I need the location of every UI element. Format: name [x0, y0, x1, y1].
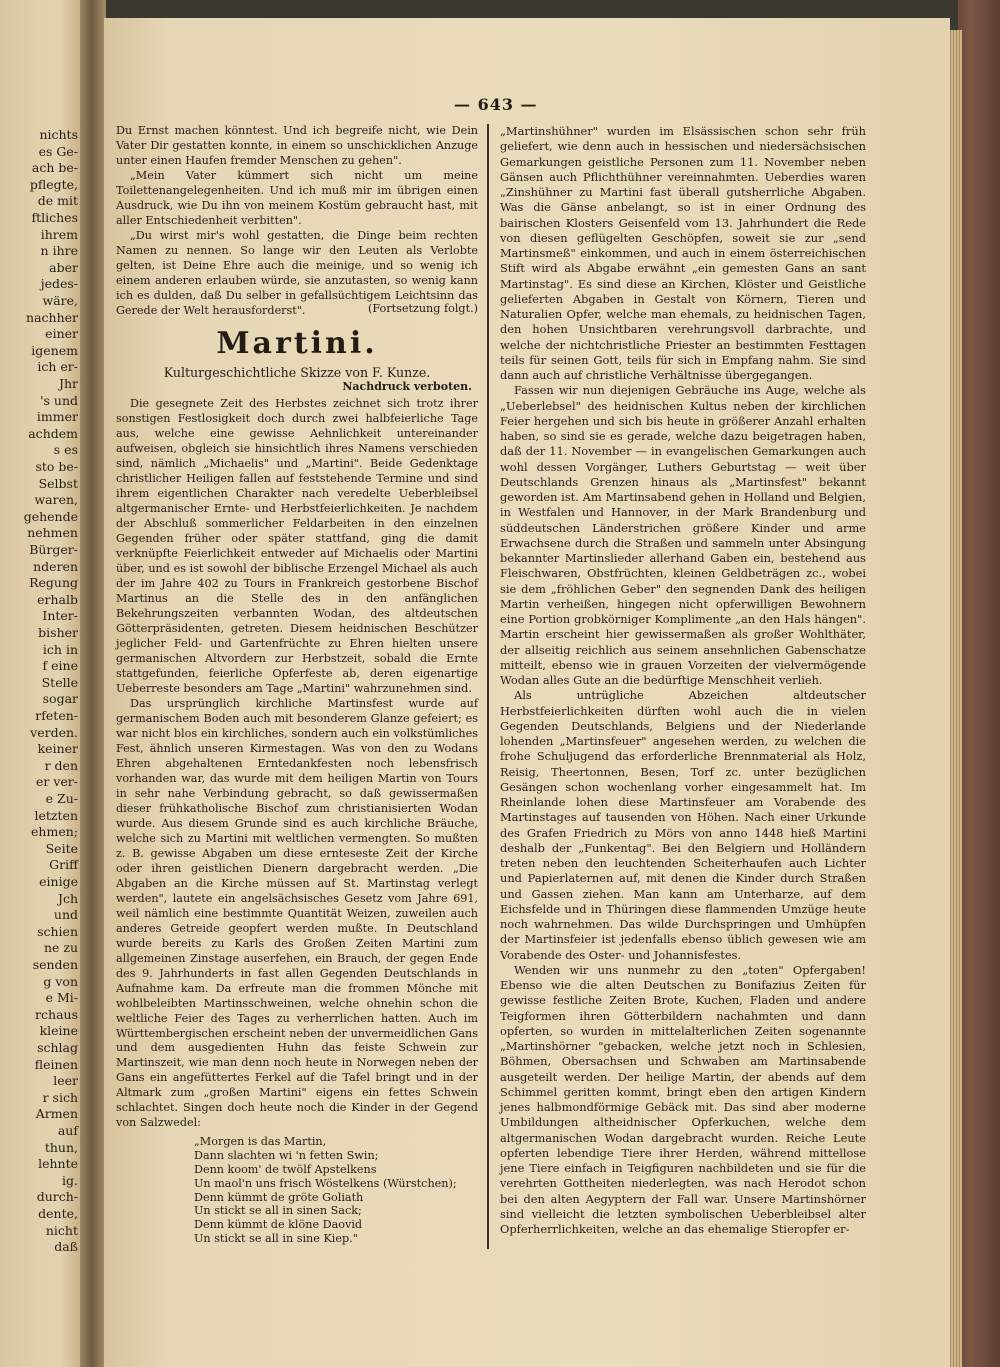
- left-page-text-fragment: Stelle: [41, 674, 78, 690]
- continuation-note: (Fortsetzung folgt.): [367, 302, 478, 316]
- left-page-text-fragment: leer: [53, 1073, 78, 1089]
- left-page-text-fragment: kleine: [39, 1023, 78, 1039]
- left-page-text-fragment: nachher: [26, 309, 78, 325]
- article-subtitle: Kulturgeschichtliche Skizze von F. Kunze.: [163, 365, 431, 381]
- left-page-text-fragment: waren,: [34, 492, 78, 508]
- poem-line: Dann slachten wi 'n fetten Swin;: [194, 1149, 379, 1163]
- left-page-text-fragment: Selbst: [38, 475, 78, 491]
- serial-story-ending: [116, 124, 478, 319]
- reprint-notice: Nachdruck verboten.: [342, 380, 472, 394]
- left-page-text-fragment: n ihre: [40, 243, 78, 259]
- article-body-left: [116, 397, 478, 1131]
- paragraph: „Mein Vater kümmert sich nicht um meine Toilettenangelegenheiten. Und ich muß mir im übrigen einen Ausdruck, wie Du ihn von meinem Kostüm gebraucht hast, mit aller Entschiedenheit verbitten".: [116, 168, 478, 227]
- left-page-text-fragment: er ver-: [35, 774, 78, 790]
- poem-line: Un stickt se all in sine Kiep.": [194, 1231, 358, 1245]
- left-page-text-fragment: ehmen;: [31, 824, 78, 840]
- left-page-text-fragment: es Ge-: [38, 143, 78, 159]
- left-page-text-fragment: ig.: [62, 1172, 78, 1188]
- paragraph: Fassen wir nun diejenigen Gebräuche ins Auge, welche als „Ueberlebsel" des heidnischen Kultus neben der kirchlichen Feier hergehen und sich bis heute in größerer Anzahl erhalten haben, so sind sie es gerade, welche dazu beigetragen haben, daß der 11. November — in evangelischen Gemarkungen auch wohl dessen Vorgänger, Luthers Geburtstag — weit über Deutschlands Grenzen hinaus als „Martinsfest" bekannt geworden ist. Am Martinsabend gehen in Holland und Belgien, in Westfalen und Hannover, in der Mark Brandenburg und süddeutschen Länderstrichen größere Kinder und arme Erwachsene durch die Straßen und sammeln unter Absingung bekannter Martinslieder allerhand Gaben ein, bestehend aus Fleischwaren, Obstfrüchten, kleinen Geldbeträgen zc., wobei sie dem „fröhlichen Geber" den segnenden Dank des heiligen Martin verheißen, hingegen nicht opferwilligen Bewohnern eine Portion grobkörniger Komplimente „an den Hals hängen". Martin erscheint hier gewissermaßen als großer Wohlthäter, der allseitig reichlich aus seinem ansehnlichen Gabenschatze mitteilt, ebenso wie in grauen Vorzeiten der vielvermögende Wodan alles Gute an die bedürftige Menschheit verlieh.: [500, 383, 866, 687]
- left-page-text-fragment: rfeten-: [35, 708, 78, 723]
- left-page-text-fragment: Jhr: [58, 376, 78, 391]
- left-page-text-fragment: nehmen: [27, 525, 78, 541]
- paragraph: Als untrügliche Abzeichen altdeutscher Herbstfeierlichkeiten dürften wohl auch die in vielen Gegenden Deutschlands, Belgiens und der Niederlande lohenden „Martinsfeuer" angesehen werden, zu welchen die frohe Schuljugend das erforderliche Brennmaterial als Holz, Reisig, Theertonnen, Besen, Torf zc. unter bezüglichen Gesängen schon wochenlang vorher eingesammelt hat. Im Rheinlande lohen diese Martinsfeuer am Vorabende des Martinstages auf tausenden von Höhen. Nach einer Urkunde des Grafen Friedrich zu Mörs von anno 1448 hieß Martini deshalb der „Funkentag". Bei den Belgiern und Holländern treten neben den leuchtenden Scheiterhaufen auch Lichter und Papierlaternen auf, mit denen die Kinder durch Straßen und Gassen ziehen. Man kann am Unterharze, auf dem Eichsfelde und in Thüringen diese flammenden Umzüge heute noch wahrnehmen. Das wilde Durchspringen und Umhüpfen der Martinsfeier ist jedenfalls ebenso üblich gewesen wie am Vorabende des Oster- und Johannisfestes.: [500, 688, 866, 962]
- left-page-text-fragment: e Zu-: [45, 791, 78, 806]
- left-page-text-fragment: ftliches: [31, 210, 78, 225]
- left-page-text-fragment: erhalb: [37, 591, 78, 607]
- poem-line: Denn koom' de twölf Apstelkens: [194, 1162, 377, 1176]
- left-page-text-fragment: wäre,: [42, 293, 78, 308]
- article-title: Martini.: [216, 326, 378, 362]
- left-page-text-fragment: rchaus: [35, 1006, 78, 1022]
- left-page-text-fragment: thun,: [44, 1139, 78, 1155]
- left-page-text-fragment: aber: [49, 259, 78, 275]
- left-page-text-fragment: s es: [53, 442, 78, 458]
- left-page-text-fragment: achdem: [28, 425, 78, 441]
- left-page-text-fragment: schien: [37, 923, 78, 939]
- left-page-text-fragment: Jch: [57, 890, 78, 906]
- poem-line: Un stickt se all in sinen Sack;: [194, 1204, 362, 1218]
- left-page-text-fragment: und: [53, 907, 78, 923]
- paragraph: Das ursprünglich kirchliche Martinsfest wurde auf germanischem Boden auch mit besonderem Glanze gefeiert; es war nicht blos ein kirchliches, sondern auch ein volkstümliches Fest, ähnlich unseren Kirmestagen. Was von den zu Wodans Ehren abgehaltenen Erntedankfesten noch lebensfrisch vorhanden war, das wurde mit dem heiligen Martin von Tours in sehr nahe Verbindung gebracht, so daß gewissermaßen dieser frühkatholische Bischof zum christianisierten Wodan wurde. Aus diesem Grunde sind es auch kirchliche Bräuche, welche sich zu Martini mit weltlichen vermengten. So mußten z. B. gewisse Abgaben um diese ernteseste Zeit der Kirche oder ihren geistlichen Dienern dargebracht werden. „Die Abgaben an die Kirche müssen auf St. Martinstag verlegt werden", lautete ein angelsächsisches Gesetz vom Jahre 691, weil nämlich eine bestimmte Quantität Weizen, zuweilen auch anderes Getreide geopfert werden mußte. In Deutschland wurde bereits zu Karls des Großen Zeiten Martini zum allgemeinen Zinstage auserfehen, ein Brauch, der gegen Ende des 9. Jahrhunderts in fast allen Gegenden Deutschlands in Aufnahme kam. Da erfreute man die frommen Mönche mit wohlbeleibten Martinsschweinen, welche ohnehin schon die weltliche Feier des Tages zu verherrlichen hatten. Auch im Württembergischen erscheint neben der unvermeidlichen Gans und dem ausgedienten Huhn das feiste Schwein zur Martinszeit, wie man denn noch heute in Norwegen neben der Gans ein angefüttertes Ferkel auf die Tafel bringt und in der Altmark zum „großen Martini" eigens ein fettes Schwein schlachtet. Singen doch heute noch die Kinder in der Gegend von Salzwedel:: [116, 696, 478, 1130]
- left-page-text-fragment: r den: [44, 757, 78, 773]
- left-page-text-fragment: r sich: [42, 1089, 78, 1105]
- left-page-text-fragment: Griff: [49, 857, 78, 873]
- paragraph: „Du wirst mir's wohl gestatten, die Dinge beim rechten Namen zu nennen. So lange wir den Leuten als Verlobte gelten, ist Deine Ehre auch die meinige, und so wenig ich einem anderen erlauben würde, sie anzutasten, so wenig kann ich es dulden, daß Du selber in gefallsüchtigem Leichtsinn das Gerede der Welt herausforderst".: [116, 228, 478, 317]
- left-page-text-fragment: verden.: [30, 724, 78, 740]
- column-left: [116, 124, 478, 1246]
- left-page-text-fragment: lehnte: [38, 1156, 78, 1172]
- paragraph: Wenden wir uns nunmehr zu den „toten" Opfergaben! Ebenso wie die alten Deutschen zu Bonifazius Zeiten für gewisse festliche Zeiten Brote, Kuchen, Fladen und andere Teigformen ihren Götterbildern nachahmten und dann opferten, so wurden in mittelalterlichen Zeiten sogenannte „Martinshörner "gebacken, welche jetzt noch in Schlesien, Böhmen, Obersachsen und Schwaben am Martinsabende ausgeteilt werden. Der heilige Martin, der abends auf dem Schimmel geritten kommt, bringt eben den artigen Kindern jenes halbmondförmige Gebäck mit. Das sind aber moderne Umbildungen altheidnischer Opferkuchen, welche dem altgermanischen Wodan dargebracht wurden. Reiche Leute opferten lebendige Tiere ihrer Herden, während mittellose jene Tiere einfach in Teigfiguren nachbildeten und sie für die verehrten Gottheiten niederlegten, was nach Herodot schon bei den alten Aegyptern der Fall war. Unsere Martinshörner sind vielleicht die letzten symbolischen Ueberbleibsel alter Opferherrlichkeiten, welche an das ehemalige Stieropfer er-: [500, 962, 866, 1236]
- left-page-text-fragment: pflegte,: [29, 176, 78, 192]
- left-page-text-fragment: dente,: [38, 1206, 78, 1221]
- paragraph: Du Ernst machen könntest. Und ich begreife nicht, wie Dein Vater Dir gestatten konnte, in einem so unschicklichen Anzuge unter einen Haufen fremder Menschen zu gehen".: [116, 124, 478, 167]
- left-page-text-fragment: Bürger-: [29, 542, 78, 557]
- left-page-text-fragment: daß: [54, 1239, 78, 1255]
- left-page-text-fragment: auf: [57, 1123, 78, 1138]
- left-page-text-fragment: nderen: [33, 558, 78, 574]
- left-page-text-fragment: ne zu: [43, 940, 78, 956]
- left-page-text-fragment: 's und: [40, 392, 78, 408]
- column-rule: [487, 124, 489, 1249]
- left-page-text-fragment: sto be-: [35, 459, 78, 474]
- left-page-text-fragment: einige: [39, 874, 78, 889]
- left-page-text-fragment: ich er-: [37, 359, 78, 375]
- page-number: — 643 —: [454, 95, 538, 114]
- left-page-text-fragment: immer: [36, 409, 78, 425]
- left-page-text-fragment: durch-: [36, 1189, 78, 1205]
- left-page-text-fragment: bisher: [38, 625, 78, 640]
- left-page-text-fragment: Armen: [35, 1106, 78, 1122]
- left-page-text-fragment: ach be-: [31, 160, 78, 176]
- poem-line: Denn kümmt de gröte Goliath: [194, 1190, 364, 1204]
- left-page-text-fragment: ich in: [42, 641, 78, 657]
- left-page-text-fragment: jedes-: [40, 276, 78, 292]
- left-page-text-fragment: gehende: [23, 508, 78, 524]
- left-page-text-fragment: ihrem: [40, 226, 78, 242]
- left-page-text-fragment: einer: [45, 326, 78, 342]
- book-gutter: [80, 0, 106, 1367]
- poem-line: „Morgen is das Martin,: [194, 1135, 327, 1149]
- poem-salzwedel: [194, 1135, 478, 1245]
- left-page-text-fragment: keiner: [37, 741, 78, 757]
- left-page-text-fragment: f eine: [42, 658, 78, 674]
- left-page-text-fragment: Seite: [45, 840, 78, 856]
- left-page-text-fragment: nicht: [45, 1222, 78, 1238]
- poem-line: Un maol'n uns frisch Wöstelkens (Würstchen);: [194, 1176, 457, 1190]
- left-page-text-fragment: de mit: [37, 193, 78, 209]
- left-page-text-fragment: g von: [43, 973, 78, 989]
- left-page-text-fragment: schlag: [37, 1040, 78, 1055]
- left-page-text-fragment: letzten: [34, 807, 78, 823]
- left-page-text-fragment: Inter-: [42, 608, 78, 624]
- page-stack-edge: [948, 30, 962, 1367]
- book-cover-edge: [958, 0, 1000, 1367]
- article-body-right: [500, 124, 866, 1237]
- left-page-text-fragment: sogar: [42, 691, 78, 707]
- paragraph: „Martinshühner" wurden im Elsässischen schon sehr früh geliefert, wie denn auch in hessischen und niedersächsischen Gemarkungen geistliche Personen zum 11. November neben Gänsen auch Pflichthühner vereinnahmten. Ueberdies waren „Zinshühner zu Martini fast überall gutsherrliche Abgaben. Was die Gänse anbelangt, so ist in einer Ordnung des bairischen Klosters Geisenfeld vom 13. Jahrhundert die Rede von diesen geflügelten Geschöpfen, soweit sie zur „send Martinsmeß" einkommen, und auch in einem österreichischen Stift wird als Abgabe erwähnt „ein gemesten Gans an sant Martinstag". Es sind diese an Kirchen, Klöster und Geistliche gelieferten Abgaben in Gestalt von Körnern, Tieren und Naturalien Opfer, welche man ehemals, zu heidnischen Tagen, den hohen Unsichtbaren verehrungsvoll darbrachte, und welche der nichtchristliche Priester an bestimmten Festtagen teils für seinen Gott, teils für sich in Empfang nahm. Sie sind dann auch auf christliche Verhältnisse übergegangen.: [500, 124, 866, 382]
- column-right: [500, 124, 866, 1237]
- left-page-text-fragment: senden: [32, 957, 78, 972]
- left-page-text-fragment: igenem: [31, 342, 78, 358]
- left-page-text-fragment: Regung: [29, 575, 78, 591]
- poem-line: Denn kümmt de klöne Daovid: [194, 1218, 363, 1232]
- paragraph: Die gesegnete Zeit des Herbstes zeichnet sich trotz ihrer sonstigen Festlosigkeit doch durch zwei halbfeierliche Tage aus, welche eine gewisse Aehnlichkeit untereinander aufweisen, obgleich sie hinsichtlich ihres Namens verschieden sind, nämlich „Michaelis" und „Martini". Beide Gedenktage christlicher Heiligen fallen auf feststehende Termine und sind ihrem eigentlichen Charakter nach veredelte Ueberbleibsel altgermanischer Ernte- und Herbstfeierlichkeiten. Je nachdem der Abschluß sommerlicher Feldarbeiten in den einzelnen Gegenden früher oder später stattfand, ging die damit verknüpfte Feierlichkeit entweder auf Michaelis oder Martini über, und es ist sowohl der biblische Erzengel Michael als auch der im Jahre 402 zu Tours in Frankreich gestorbene Bischof Martinus an die Stelle des in den anfänglichen Bekehrungszeiten verbannten Wodan, des altdeutschen Götterpräsidenten, getreten. Diesem heidnischen Beschützer jeglicher Feld- und Gartenfrüchte zu Ehren hielten unsere germanischen Altvordern zur Herbstzeit, sobald die Ernte stattgefunden, feierliche Opferfeste ab, deren eigenartige Ueberreste besonders am Tage „Martini" wahrzunehmen sind.: [116, 397, 478, 695]
- left-page-text-fragment: nichts: [39, 127, 78, 142]
- left-page-fragment: [0, 0, 84, 1367]
- left-page-text-fragment: fleinen: [34, 1056, 78, 1072]
- left-page-text-fragment: e Mi-: [45, 990, 78, 1006]
